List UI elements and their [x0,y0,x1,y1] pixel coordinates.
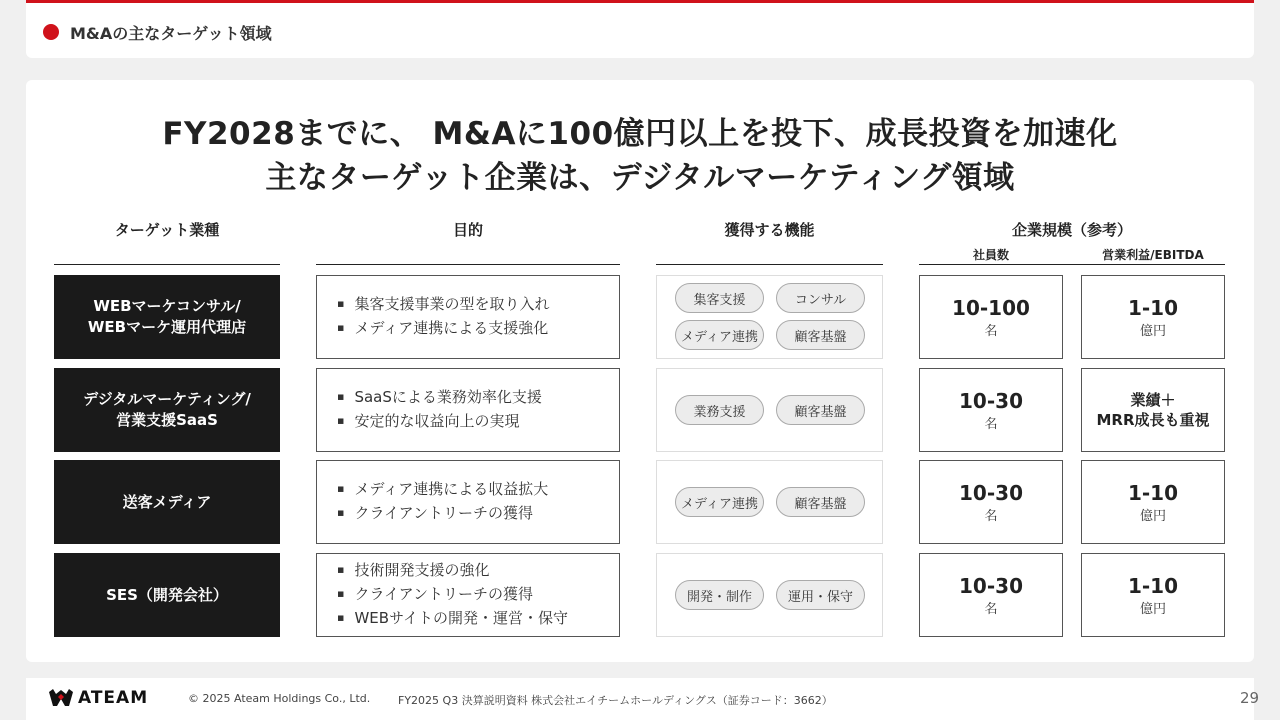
target-type: デジタルマーケティング/ 営業支援SaaS [54,368,280,452]
employee-count: 10-30 [959,480,1023,505]
header-bullet-icon [43,24,59,40]
table-row [26,553,1254,637]
purpose-item: ▪ メディア連携による収益拡大 [337,478,619,502]
company-logo [48,688,148,708]
column-divider [919,264,1225,265]
employee-count: 10-30 [959,573,1023,598]
target-type: WEBマーケコンサル/ WEBマーケ運用代理店 [54,275,280,359]
profit-scale [1081,275,1225,359]
purpose-item: ▪ 安定的な収益向上の実現 [337,410,619,434]
purpose-item: ▪ 集客支援事業の型を取り入れ [337,293,619,317]
purpose-list [316,275,620,359]
function-pill: 集客支援 [675,283,764,313]
purpose-item: ▪ SaaSによる業務効率化支援 [337,386,619,410]
profit-unit: 億円 [1139,601,1166,617]
table-row [26,460,1254,544]
column-header-functions: 獲得する機能 [724,221,815,239]
column-header-type: ターゲット業種 [114,221,220,239]
functions-group [656,368,883,452]
main-content [26,80,1254,662]
function-pill: コンサル [776,283,865,313]
profit-note: 業績＋ MRR成長も重視 [1096,390,1210,429]
footer [26,678,1260,720]
target-type: SES（開発会社） [54,553,280,637]
function-pill: 顧客基盤 [776,320,865,350]
document-info: FY2025 Q3 決算説明資料 株式会社エイチームホールディングス（証券コード：3662） [398,694,833,707]
copyright: © 2025 Ateam Holdings Co., Ltd. [188,692,371,705]
purpose-list [316,553,620,637]
purpose-list [316,460,620,544]
profit-unit: 億円 [1139,508,1166,524]
logo-wordmark: ATEAM [78,688,149,708]
headline-line-2: 主なターゲット企業は、デジタルマーケティング領域 [265,160,1015,196]
subheader-employees: 社員数 [972,248,1009,262]
subheader-profit: 営業利益/EBITDA [1102,248,1204,262]
employee-scale [919,553,1063,637]
column-divider [656,264,883,265]
function-pill: 顧客基盤 [776,487,865,517]
column-header-scale: 企業規模（参考） [1011,221,1132,239]
employee-unit: 名 [984,323,998,339]
employee-count: 10-100 [952,295,1030,320]
employee-unit: 名 [984,508,998,524]
functions-group [656,553,883,637]
employee-count: 10-30 [959,388,1023,413]
purpose-list [316,368,620,452]
function-pill: メディア連携 [675,487,764,517]
column-header-purpose: 目的 [452,221,483,239]
profit-value: 1-10 [1127,480,1179,505]
purpose-item: ▪ クライアントリーチの獲得 [337,502,619,526]
function-pill: 運用・保守 [776,580,865,610]
purpose-item: ▪ WEBサイトの開発・運営・保守 [337,607,619,631]
profit-scale [1081,368,1225,452]
section-header [26,0,1254,58]
profit-scale [1081,553,1225,637]
function-pill: メディア連携 [675,320,764,350]
purpose-item: ▪ クライアントリーチの獲得 [337,583,619,607]
function-pill: 顧客基盤 [776,395,865,425]
headline-line-1: FY2028までに、 M&Aに100億円以上を投下、成長投資を加速化 [162,116,1118,152]
ateam-logo-icon [48,688,74,708]
function-pill: 開発・制作 [675,580,764,610]
target-type: 送客メディア [54,460,280,544]
purpose-item: ▪ 技術開発支援の強化 [337,559,619,583]
profit-scale [1081,460,1225,544]
purpose-item: ▪ メディア連携による支援強化 [337,317,619,341]
table-row [26,275,1254,359]
section-title: M&Aの主なターゲット領域 [70,24,272,43]
function-pill: 業務支援 [675,395,764,425]
profit-value: 1-10 [1127,295,1179,320]
employee-scale [919,275,1063,359]
functions-group [656,275,883,359]
employee-scale [919,460,1063,544]
employee-unit: 名 [984,416,998,432]
profit-value: 1-10 [1127,573,1179,598]
profit-unit: 億円 [1139,323,1166,339]
page-number: 29 [1240,689,1260,707]
employee-scale [919,368,1063,452]
table-row [26,368,1254,452]
functions-group [656,460,883,544]
column-divider [316,264,620,265]
column-divider [54,264,280,265]
employee-unit: 名 [984,601,998,617]
